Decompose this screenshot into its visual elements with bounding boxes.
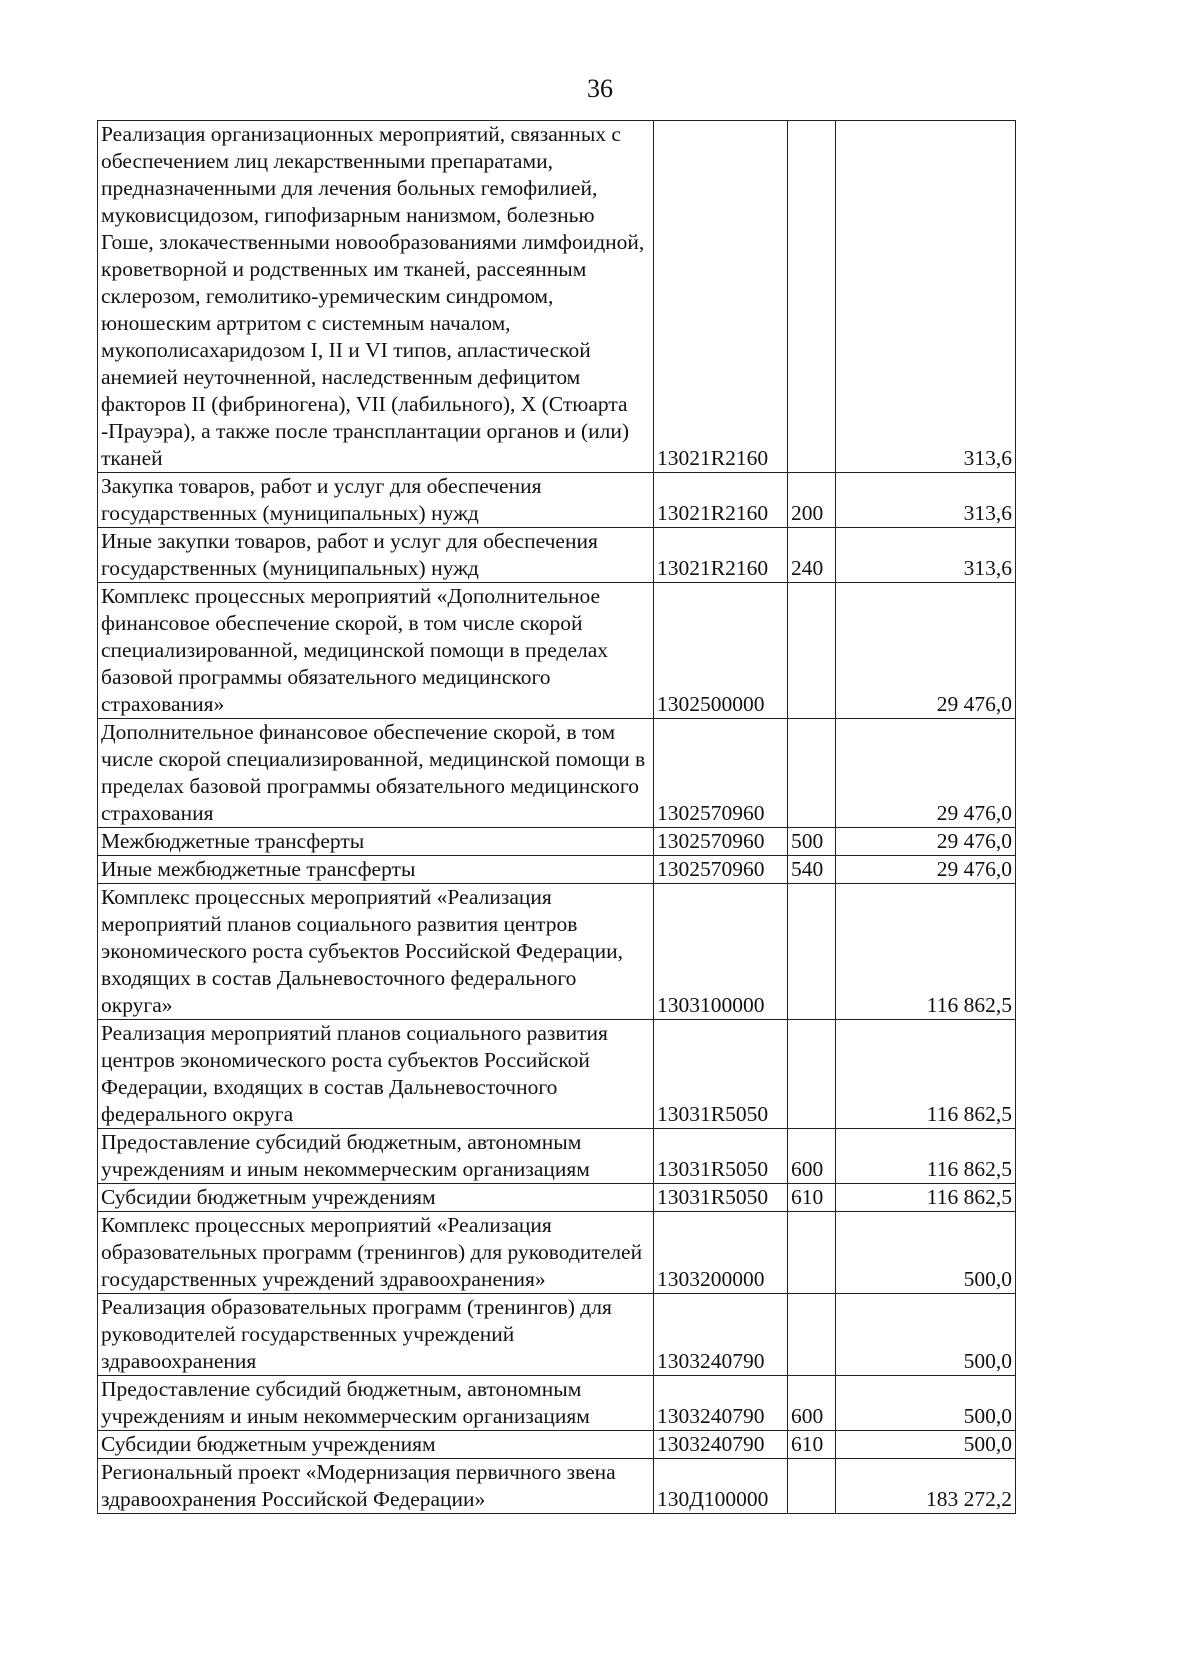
amount: 29 476,0 <box>836 719 1016 828</box>
table-row <box>98 121 1016 473</box>
expense-type <box>788 1212 836 1294</box>
target-code: 1303100000 <box>654 884 788 1020</box>
target-code: 13021R2160 <box>654 473 788 528</box>
target-code: 1303240790 <box>654 1294 788 1376</box>
target-code: 1302570960 <box>654 828 788 856</box>
item-name: Предоставление субсидий бюджетным, автономным учреждениям и иным некоммерческим организациям <box>98 1376 654 1431</box>
table-row <box>98 828 1016 856</box>
expense-type: 610 <box>788 1184 836 1212</box>
amount: 500,0 <box>836 1294 1016 1376</box>
item-name: Реализация организационных мероприятий, связанных с обеспечением лиц лекарственными препаратами, предназначенными для лечения больных гемофилией, муковисцидозом, гипофизарным нанизмом, болезнью Гоше, злокачественными новообразованиями лимфоидной, кроветворной и родственных им тканей, рассеянным склерозом, гемолитико-уремическим синдромом, юношеским артритом с системным началом, мукополисахаридозом I, II и VI типов, апластической анемией неуточненной, наследственным дефицитом факторов II (фибриногена), VII (лабильного), X (Стюарта -Прауэра), а также после трансплантации органов и (или) тканей <box>98 121 654 473</box>
expense-type <box>788 583 836 719</box>
expense-type: 200 <box>788 473 836 528</box>
amount: 116 862,5 <box>836 1129 1016 1184</box>
item-name: Субсидии бюджетным учреждениям <box>98 1431 654 1459</box>
page-number: 36 <box>587 74 613 103</box>
target-code: 1302500000 <box>654 583 788 719</box>
table-row <box>98 1376 1016 1431</box>
amount: 500,0 <box>836 1431 1016 1459</box>
table-row <box>98 583 1016 719</box>
amount: 500,0 <box>836 1376 1016 1431</box>
amount: 116 862,5 <box>836 884 1016 1020</box>
expense-type <box>788 719 836 828</box>
expense-type: 240 <box>788 528 836 583</box>
expense-type <box>788 1020 836 1129</box>
item-name: Комплекс процессных мероприятий «Реализация мероприятий планов социального развития центров экономического роста субъектов Российской Федерации, входящих в состав Дальневосточного федерального округа» <box>98 884 654 1020</box>
table-row <box>98 1294 1016 1376</box>
target-code: 13021R2160 <box>654 121 788 473</box>
item-name: Субсидии бюджетным учреждениям <box>98 1184 654 1212</box>
expense-type <box>788 884 836 1020</box>
amount: 29 476,0 <box>836 856 1016 884</box>
table-row <box>98 528 1016 583</box>
table-row <box>98 1431 1016 1459</box>
item-name: Межбюджетные трансферты <box>98 828 654 856</box>
expense-type: 600 <box>788 1376 836 1431</box>
table-row <box>98 884 1016 1020</box>
table-row <box>98 1020 1016 1129</box>
target-code: 13021R2160 <box>654 528 788 583</box>
target-code: 13031R5050 <box>654 1184 788 1212</box>
item-name: Иные межбюджетные трансферты <box>98 856 654 884</box>
table-row <box>98 1212 1016 1294</box>
expense-type <box>788 1294 836 1376</box>
amount: 183 272,2 <box>836 1459 1016 1514</box>
item-name: Реализация образовательных программ (тренингов) для руководителей государственных учреждений здравоохранения <box>98 1294 654 1376</box>
amount: 500,0 <box>836 1212 1016 1294</box>
table-row <box>98 473 1016 528</box>
item-name: Реализация мероприятий планов социального развития центров экономического роста субъектов Российской Федерации, входящих в состав Дальневосточного федерального округа <box>98 1020 654 1129</box>
amount: 313,6 <box>836 473 1016 528</box>
expense-type: 610 <box>788 1431 836 1459</box>
target-code: 1303200000 <box>654 1212 788 1294</box>
target-code: 1302570960 <box>654 856 788 884</box>
budget-table <box>97 120 1016 1514</box>
table-row <box>98 856 1016 884</box>
item-name: Иные закупки товаров, работ и услуг для обеспечения государственных (муниципальных) нужд <box>98 528 654 583</box>
amount: 116 862,5 <box>836 1020 1016 1129</box>
target-code: 1303240790 <box>654 1431 788 1459</box>
expense-type <box>788 1459 836 1514</box>
target-code: 1302570960 <box>654 719 788 828</box>
target-code: 13031R5050 <box>654 1129 788 1184</box>
item-name: Комплекс процессных мероприятий «Дополнительное финансовое обеспечение скорой, в том числе скорой специализированной, медицинской помощи в пределах базовой программы обязательного медицинского страхования» <box>98 583 654 719</box>
target-code: 13031R5050 <box>654 1020 788 1129</box>
amount: 116 862,5 <box>836 1184 1016 1212</box>
table-row <box>98 1184 1016 1212</box>
table-row <box>98 719 1016 828</box>
expense-type: 500 <box>788 828 836 856</box>
item-name: Предоставление субсидий бюджетным, автономным учреждениям и иным некоммерческим организациям <box>98 1129 654 1184</box>
table-row <box>98 1129 1016 1184</box>
amount: 29 476,0 <box>836 828 1016 856</box>
table-row <box>98 1459 1016 1514</box>
amount: 29 476,0 <box>836 583 1016 719</box>
amount: 313,6 <box>836 528 1016 583</box>
item-name: Комплекс процессных мероприятий «Реализация образовательных программ (тренингов) для руководителей государственных учреждений здравоохранения» <box>98 1212 654 1294</box>
expense-type <box>788 121 836 473</box>
item-name: Дополнительное финансовое обеспечение скорой, в том числе скорой специализированной, медицинской помощи в пределах базовой программы обязательного медицинского страхования <box>98 719 654 828</box>
amount: 313,6 <box>836 121 1016 473</box>
expense-type: 600 <box>788 1129 836 1184</box>
item-name: Региональный проект «Модернизация первичного звена здравоохранения Российской Федерации» <box>98 1459 654 1514</box>
target-code: 1303240790 <box>654 1376 788 1431</box>
target-code: 130Д100000 <box>654 1459 788 1514</box>
expense-type: 540 <box>788 856 836 884</box>
item-name: Закупка товаров, работ и услуг для обеспечения государственных (муниципальных) нужд <box>98 473 654 528</box>
